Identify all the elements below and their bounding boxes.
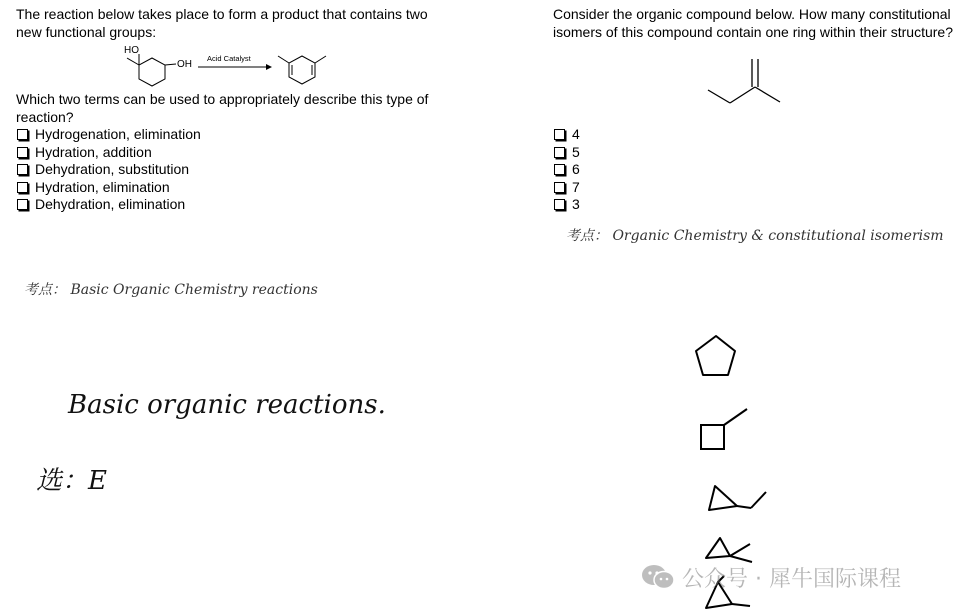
checkbox-icon[interactable] [554, 199, 565, 210]
right-question [553, 6, 973, 41]
checkbox-icon[interactable] [17, 147, 28, 158]
reactant-oh-bond [165, 64, 176, 65]
watermark [640, 562, 901, 592]
reactant-ring [139, 58, 165, 86]
methylcyclobutane-sketch [695, 405, 755, 455]
checkbox-icon[interactable] [554, 164, 565, 175]
option-c[interactable]: Dehydration, substitution [16, 161, 456, 179]
right-options [553, 126, 673, 214]
checkbox-icon[interactable] [554, 182, 565, 193]
cyclopentane-sketch [690, 332, 740, 382]
alkene-structure [700, 55, 790, 110]
product-ring [289, 56, 315, 84]
left-question [16, 6, 446, 41]
reactant-methyl-bond [127, 58, 139, 65]
right-question-stem: Consider the organic compound below. How many constitutional isomers of this compound contain one ring within their structure? [553, 6, 953, 40]
handwritten-answer: 选：E [36, 466, 107, 496]
left-options [16, 126, 456, 214]
handwritten-heading: Basic organic reactions. [68, 390, 386, 420]
reaction-arrowhead [266, 64, 272, 70]
wechat-icon [640, 563, 676, 591]
option-e[interactable]: Dehydration, elimination [16, 196, 456, 214]
option-b[interactable]: Hydration, addition [16, 144, 456, 162]
product-methyl-right [315, 56, 326, 63]
option-a[interactable]: Hydrogenation, elimination [16, 126, 456, 144]
checkbox-icon[interactable] [554, 129, 565, 140]
watermark-text: 公众号 · 犀牛国际课程 [682, 566, 901, 592]
checkbox-icon[interactable] [17, 199, 28, 210]
checkbox-icon[interactable] [17, 164, 28, 175]
ethylcyclopropane-sketch [703, 478, 773, 518]
product-methyl-left [278, 56, 289, 63]
option-d[interactable]: 7 [553, 179, 673, 197]
checkbox-icon[interactable] [17, 182, 28, 193]
left-question-stem: The reaction below takes place to form a product that contains two new functional groups: [16, 6, 428, 40]
left-question-body [16, 91, 456, 214]
left-topic-note: 考点： Basic Organic Chemistry reactions [24, 282, 318, 298]
arrow-label: Acid Catalyst [207, 54, 251, 63]
option-d[interactable]: Hydration, elimination [16, 179, 456, 197]
right-topic-note: 考点： Organic Chemistry & constitutional isomerism [566, 228, 944, 244]
right-question-options [553, 126, 673, 214]
checkbox-icon[interactable] [17, 129, 28, 140]
option-c[interactable]: 6 [553, 161, 673, 179]
option-a[interactable]: 4 [553, 126, 673, 144]
left-question-prompt: Which two terms can be used to appropriately describe this type of reaction? [16, 91, 429, 125]
checkbox-icon[interactable] [554, 147, 565, 158]
dehydration-reaction-scheme [120, 40, 340, 90]
reactant-oh-label: OH [177, 59, 192, 70]
option-b[interactable]: 5 [553, 144, 673, 162]
option-e[interactable]: 3 [553, 196, 673, 214]
reactant-ho-label: HO [124, 45, 139, 56]
